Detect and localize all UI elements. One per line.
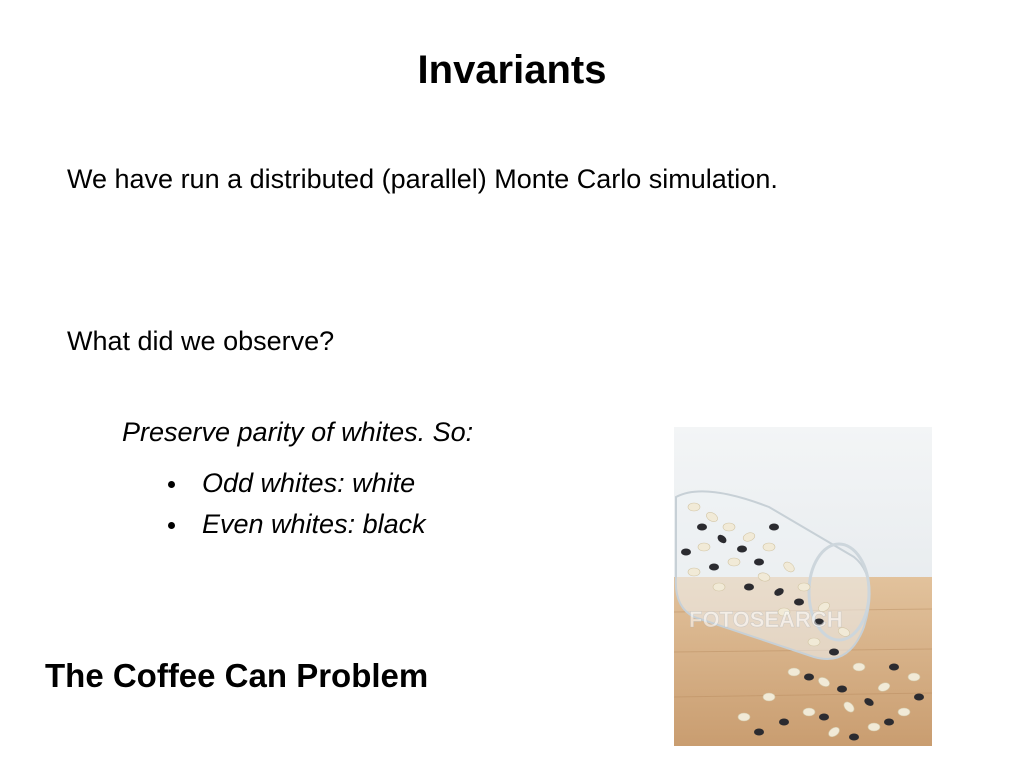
bullet-icon bbox=[168, 522, 175, 529]
observation-text: Preserve parity of whites. So: bbox=[122, 417, 474, 447]
bullet-text: Odd whites: white bbox=[202, 468, 416, 498]
question-text: What did we observe? bbox=[67, 326, 335, 356]
bullet-text: Even whites: black bbox=[202, 509, 426, 539]
bullet-list bbox=[168, 463, 426, 545]
slide-title: Invariants bbox=[417, 48, 607, 92]
slide-caption: The Coffee Can Problem bbox=[45, 657, 429, 694]
intro-text: We have run a distributed (parallel) Monte Carlo simulation. bbox=[67, 164, 778, 194]
bullet-item-odd bbox=[168, 463, 426, 504]
bullet-item-even bbox=[168, 504, 426, 545]
bullet-icon bbox=[168, 481, 175, 488]
watermark-text: FOTOSEARCH bbox=[689, 607, 843, 632]
beans-jar-image bbox=[674, 427, 932, 746]
